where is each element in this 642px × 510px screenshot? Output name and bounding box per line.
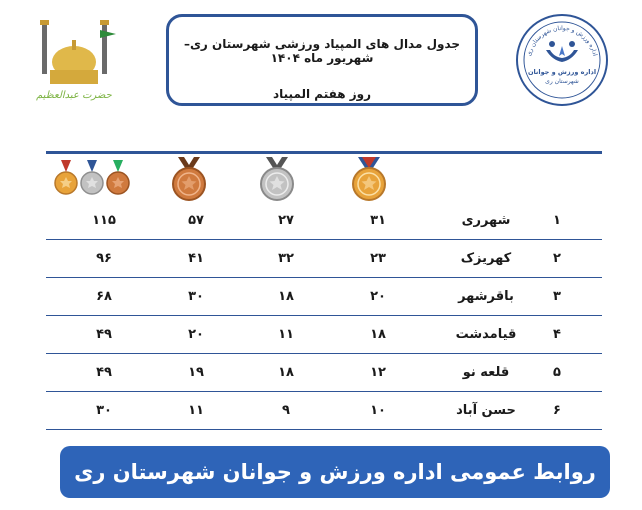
- table-row: [46, 316, 602, 354]
- row-divider: [46, 429, 602, 430]
- table-row: [46, 202, 602, 240]
- logo-title: اداره ورزش و جوانان: [527, 68, 597, 76]
- bronze-medal-icon: [168, 156, 210, 206]
- city-name: باقرشهر: [458, 289, 514, 304]
- gold-cell: ۲۰: [370, 289, 386, 304]
- city-name: کهریزک: [460, 251, 512, 266]
- total-cell: ۱۱۵: [92, 213, 116, 228]
- shrine-logo: [24, 14, 124, 104]
- city-name: قلعه نو: [462, 365, 510, 380]
- title-box: [166, 14, 478, 106]
- logo-arc-text: اداره ورزش و جوانان شهرستان ری: [525, 24, 599, 57]
- total-medals-icon: [54, 158, 134, 202]
- bronze-cell: ۴۱: [188, 251, 204, 266]
- silver-cell: ۱۱: [278, 327, 294, 342]
- silver-cell: ۹: [282, 403, 290, 418]
- city-name: شهرری: [461, 213, 511, 228]
- page-subtitle: روز هفتم المپیاد: [272, 87, 372, 101]
- total-cell: ۴۹: [96, 365, 112, 380]
- gold-cell: ۱۰: [370, 403, 386, 418]
- rank-cell: ۱: [553, 213, 561, 228]
- gold-cell: ۱۸: [370, 327, 386, 342]
- silver-cell: ۱۸: [278, 289, 294, 304]
- gold-cell: ۲۳: [370, 251, 386, 266]
- silver-cell: ۱۸: [278, 365, 294, 380]
- page-title: جدول مدال های المپیاد ورزشی شهرستان ری–شهریور ماه ۱۴۰۴: [183, 37, 461, 65]
- rank-cell: ۲: [553, 251, 561, 266]
- rank-cell: ۴: [553, 327, 561, 342]
- total-cell: ۶۸: [96, 289, 112, 304]
- silver-cell: ۳۲: [278, 251, 294, 266]
- gold-medal-icon: [348, 156, 390, 206]
- silver-medal-icon: [256, 156, 298, 206]
- gold-cell: ۱۲: [370, 365, 386, 380]
- table-row: [46, 392, 602, 430]
- rank-cell: ۵: [553, 365, 561, 380]
- logo-subtitle: شهرستان ری: [545, 78, 579, 85]
- bronze-cell: ۲۰: [188, 327, 204, 342]
- table-row: [46, 354, 602, 392]
- gold-cell: ۳۱: [370, 213, 386, 228]
- bronze-cell: ۳۰: [188, 289, 204, 304]
- city-name: حسن آباد: [456, 403, 516, 418]
- total-cell: ۹۶: [96, 251, 112, 266]
- total-cell: ۴۹: [96, 327, 112, 342]
- bronze-cell: ۵۷: [188, 213, 204, 228]
- rank-cell: ۶: [553, 403, 561, 418]
- footer-banner: روابط عمومی اداره ورزش و جوانان شهرستان ری: [60, 446, 610, 498]
- silver-cell: ۲۷: [278, 213, 294, 228]
- table-top-rule: [46, 151, 602, 154]
- city-name: قیامدشت: [455, 327, 517, 342]
- sports-office-logo: [516, 14, 608, 106]
- rank-cell: ۳: [553, 289, 561, 304]
- table-row: [46, 278, 602, 316]
- table-row: [46, 240, 602, 278]
- shrine-text: حضرت عبدالعظیم: [36, 90, 112, 101]
- bronze-cell: ۱۹: [188, 365, 204, 380]
- bronze-cell: ۱۱: [188, 403, 204, 418]
- total-cell: ۳۰: [96, 403, 112, 418]
